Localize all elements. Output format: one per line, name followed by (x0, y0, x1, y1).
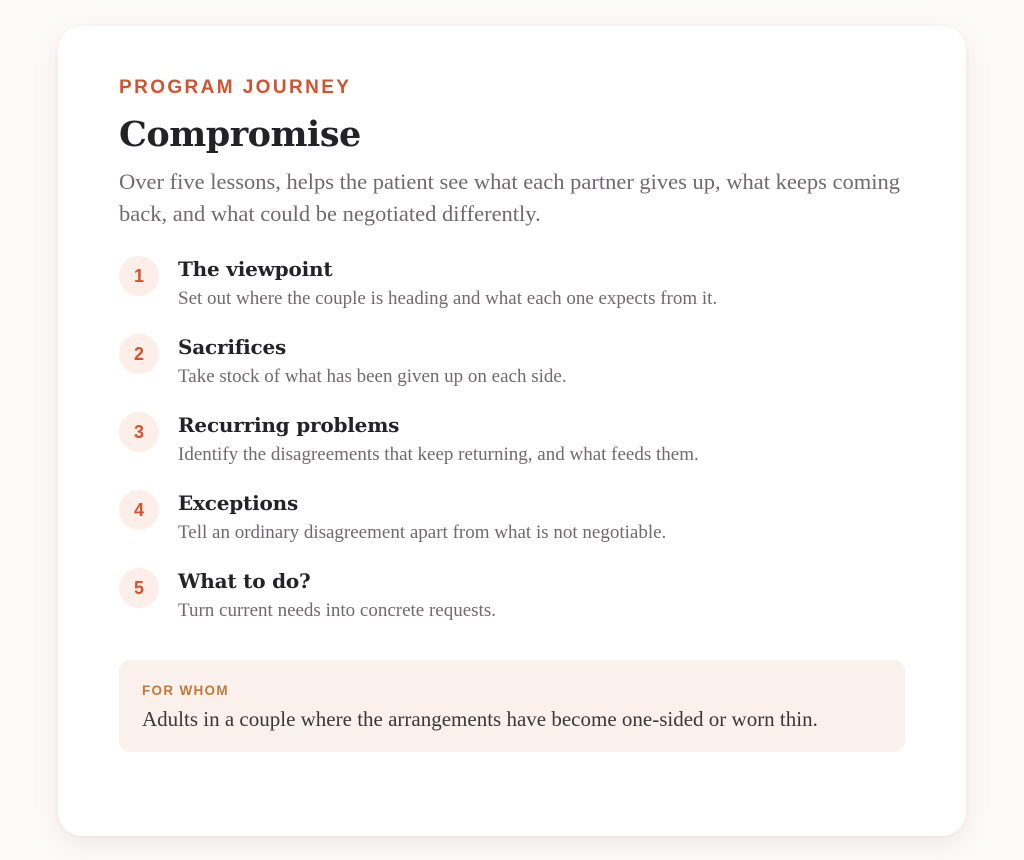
lesson-list (119, 256, 905, 646)
eyebrow-label: PROGRAM JOURNEY (119, 77, 352, 98)
step-number-badge: 1 (119, 256, 159, 296)
audience-text: Adults in a couple where the arrangements have become one-sided or worn thin. (142, 707, 818, 731)
step-number-badge: 3 (119, 412, 159, 452)
lesson-title: What to do? (178, 569, 311, 593)
lesson-title: Sacrifices (178, 335, 287, 359)
step-number-badge: 4 (119, 490, 159, 530)
lesson-body (178, 568, 496, 624)
lesson-description: Identify the disagreements that keep returning, and what feeds them. (178, 444, 699, 465)
lesson-body (178, 490, 666, 546)
lesson-item-2 (119, 334, 905, 412)
lesson-description: Tell an ordinary disagreement apart from what is not negotiable. (178, 522, 667, 543)
lesson-description: Take stock of what has been given up on each side. (178, 366, 567, 387)
lesson-title: Recurring problems (178, 413, 400, 437)
lesson-item-3 (119, 412, 905, 490)
audience-label: FOR WHOM (142, 683, 229, 698)
lesson-description: Set out where the couple is heading and what each one expects from it. (178, 288, 718, 309)
program-intro: Over five lessons, helps the patient see what each partner gives up, what keeps coming back, and what could be negotiated differently. (119, 169, 901, 226)
lesson-item-1 (119, 256, 905, 334)
lesson-title: Exceptions (178, 491, 299, 515)
lesson-body (178, 256, 717, 312)
lesson-description: Turn current needs into concrete requests. (178, 600, 496, 621)
step-number-badge: 5 (119, 568, 159, 608)
lesson-item-4 (119, 490, 905, 568)
lesson-item-5 (119, 568, 905, 646)
audience-box (119, 660, 905, 752)
program-title: Compromise (119, 114, 361, 155)
lesson-body (178, 334, 567, 390)
step-number-badge: 2 (119, 334, 159, 374)
lesson-body (178, 412, 699, 468)
program-journey-card (58, 26, 966, 836)
lesson-title: The viewpoint (178, 257, 333, 281)
